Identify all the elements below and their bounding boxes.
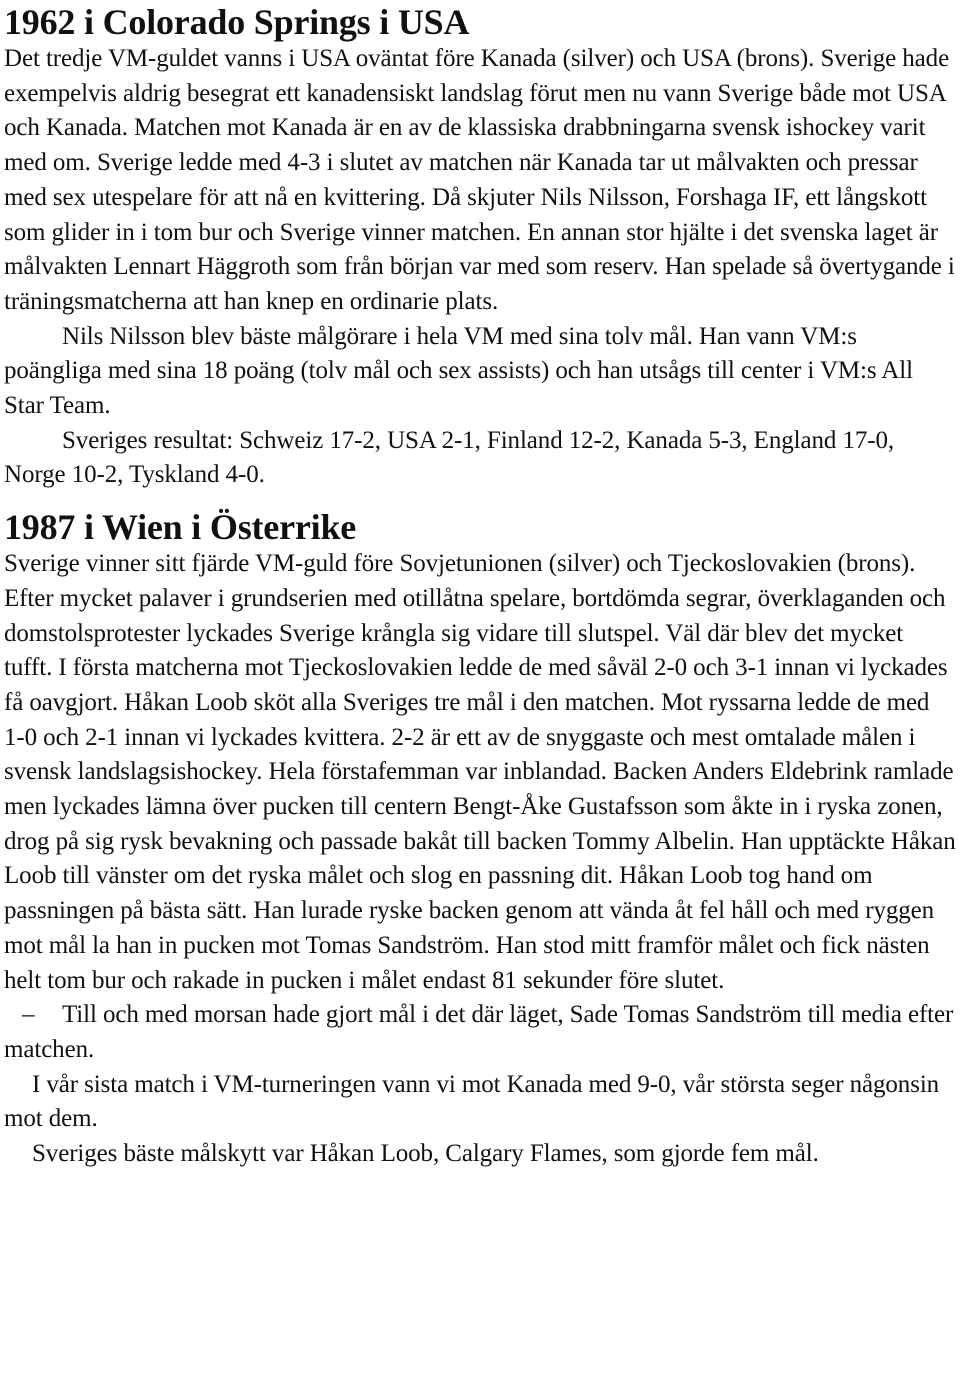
paragraph-1962-intro: Det tredje VM-guldet vanns i USA oväntat före Kanada (silver) och USA (brons). Sverige hade exempelvis aldrig besegrat ett kanadensiskt landslag förut men nu vann Sverige både mot USA och Kanada. Matchen mot Kanada är en av de klassiska drabbningarna svensk ishockey varit med om. Sverige ledde med 4-3 i slutet av matchen när Kanada tar ut målvakten och pressar med sex utespelare för att nå en kvittering. Då skjuter Nils Nilsson, Forshaga IF, ett långskott som glider in i tom bur och Sverige vinner matchen. En annan stor hjälte i det svenska laget är målvakten Lennart Häggroth som från början var med som reserv. Han spelade så övertygande i träningsmatcherna att han knep en ordinarie plats. [4,45,955,315]
quote-dash: – [22,1001,35,1029]
paragraph-1987-top-scorer: Sveriges bäste målskytt var Håkan Loob, Calgary Flames, som gjorde fem mål. [32,1140,819,1168]
paragraph-1962-top-scorer: Nils Nilsson blev bäste målgörare i hela VM med sina tolv mål. Han vann VM:s poängliga med sina 18 poäng (tolv mål och sex assists) och han utsågs till center i VM:s All Star Team. [4,322,913,420]
document-page [4,0,956,1172]
paragraph-1987-quote [4,998,956,1067]
quote-text: Till och med morsan hade gjort mål i det där läget, Sade Tomas Sandström till media efter matchen. [4,1001,954,1063]
section-title-1962: 1962 i Colorado Springs i USA [4,2,470,42]
paragraph-1987-intro: Sverige vinner sitt fjärde VM-guld före Sovjetunionen (silver) och Tjeckoslovakien (brons). Efter mycket palaver i grundserien med otillåtna spelare, bortdömda segrar, överklaganden och domstolsprotester lyckades Sverige krångla sig vidare till slutspel. Väl där blev det mycket tufft. I första matcherna mot Tjeckoslovakien ledde de med såväl 2-0 och 3-1 innan vi lyckades få oavgjort. Håkan Loob sköt alla Sveriges tre mål i den matchen. Mot ryssarna ledde de med 1-0 och 2-1 innan vi lyckades kvittera. 2-2 är ett av de snyggaste och mest omtalade målen i svensk landslagsishockey. Hela förstafemman var inblandad. Backen Anders Eldebrink ramlade men lyckades lämna över pucken till centern Bengt-Åke Gustafsson som åkte in i ryska zonen, drog på sig rysk bevakning och passade bakåt till backen Tommy Albelin. Han upptäckte Håkan Loob till vänster om det ryska målet och slog en passning dit. Håkan Loob tog hand om passningen på bästa sätt. Han lurade ryske backen genom att vända åt fel håll och med ryggen mot mål la han in pucken mot Tomas Sandström. Han stod mitt framför målet och fick nästen helt tom bur och rakade in pucken i målet endast 81 sekunder före slutet. [4,550,956,994]
paragraph-1987-last-match: I vår sista match i VM-turneringen vann vi mot Kanada med 9-0, vår största seger någonsin mot dem. [4,1070,940,1133]
paragraph-1962-results: Sveriges resultat: Schweiz 17-2, USA 2-1, Finland 12-2, Kanada 5-3, England 17-0, Norge 10-2, Tyskland 4-0. [4,426,895,489]
section-title-1987: 1987 i Wien i Österrike [4,507,357,548]
